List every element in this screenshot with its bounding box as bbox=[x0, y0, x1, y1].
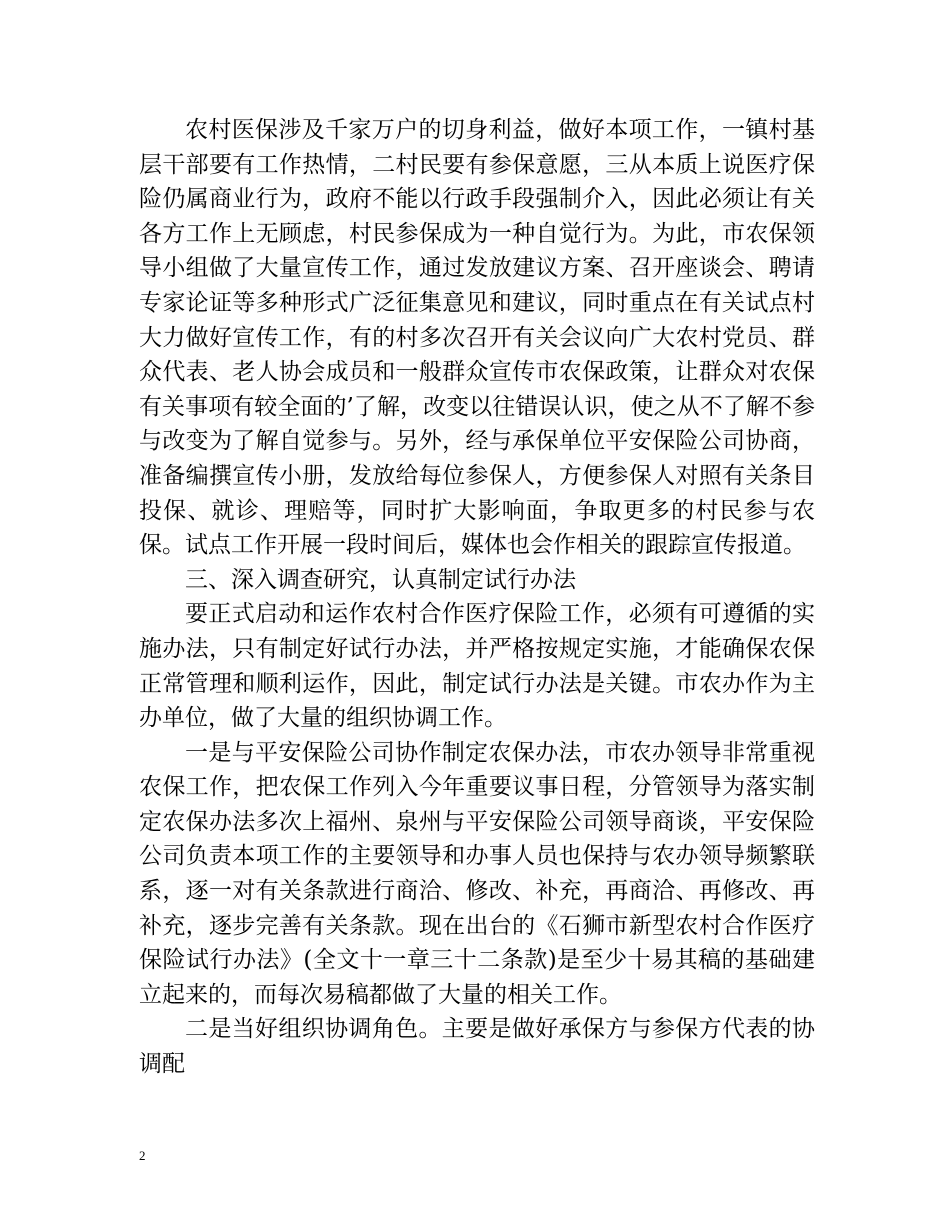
paragraph-point-one: 一是与平安保险公司协作制定农保办法，市农办领导非常重视农保工作，把农保工作列入今年重要议事日程，分管领导为落实制定农保办法多次上福州、泉州与平安保险公司领导商谈，平安保险公司负责本项工作的主要领导和办事人员也保持与农办领导频繁联系，逐一对有关条款进行商洽、修改、补充，再商洽、再修改、再补充，逐步完善有关条款。现在出台的《石狮市新型农村合作医疗保险试行办法》(全文十一章三十二条款)是至少十易其稿的基础建立起来的，而每次易稿都做了大量的相关工作。 bbox=[139, 739, 815, 1008]
paragraph-publicity: 农村医保涉及千家万户的切身利益，做好本项工作，一镇村基层干部要有工作热情，二村民要有参保意愿，三从本质上说医疗保险仍属商业行为，政府不能以行政手段强制介入，因此必须让有关各方工作上无顾虑，村民参保成为一种自觉行为。为此，市农保领导小组做了大量宣传工作，通过发放建议方案、召开座谈会、聘请专家论证等多种形式广泛征集意见和建议，同时重点在有关试点村大力做好宣传工作，有的村多次召开有关会议向广大农村党员、群众代表、老人协会成员和一般群众宣传市农保政策，让群众对农保有关事项有较全面的’了解，改变以往错误认识，使之从不了解不参与改变为了解自觉参与。另外，经与承保单位平安保险公司协商，准备编撰宣传小册，发放给每位参保人，方便参保人对照有关条目投保、就诊、理赔等，同时扩大影响面，争取更多的村民参与农保。试点工作开展一段时间后，媒体也会作相关的跟踪宣传报道。 bbox=[139, 117, 815, 559]
paragraph-trial-measures: 要正式启动和运作农村合作医疗保险工作，必须有可遵循的实施办法，只有制定好试行办法，并严格按规定实施，才能确保农保正常管理和顺利运作，因此，制定试行办法是关键。市农办作为主办单位，做了大量的组织协调工作。 bbox=[139, 601, 815, 732]
document-body bbox=[139, 113, 815, 1082]
page-number: 2 bbox=[139, 1148, 146, 1163]
section-heading-3: 三、深入调查研究，认真制定试行办法 bbox=[185, 566, 576, 593]
paragraph-point-two: 二是当好组织协调角色。主要是做好承保方与参保方代表的协调配 bbox=[139, 1016, 815, 1078]
